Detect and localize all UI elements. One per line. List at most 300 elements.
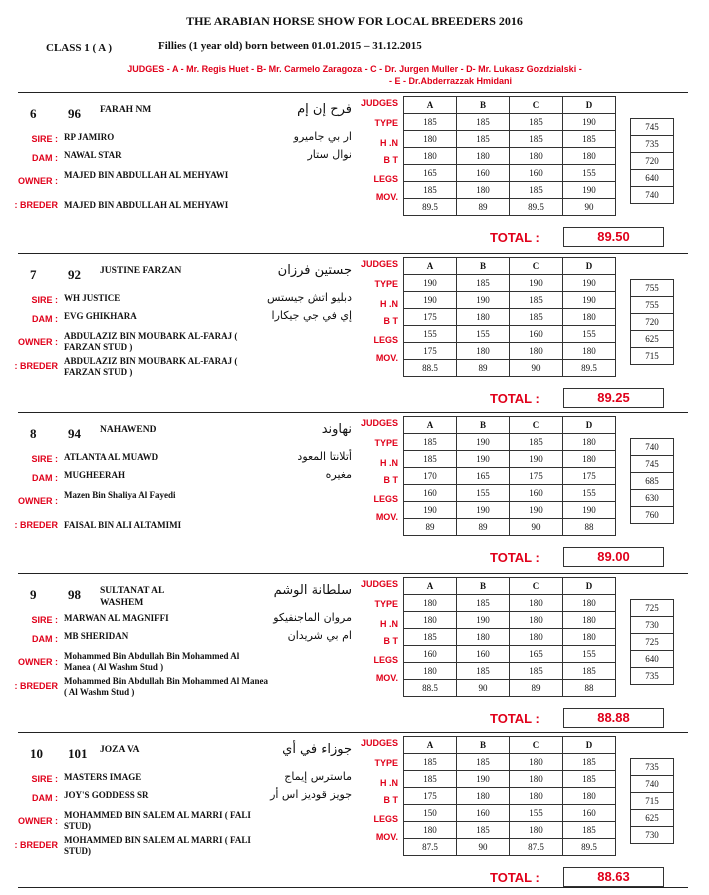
judge-column-header: D	[563, 258, 616, 275]
judge-sum-cell: 88	[563, 519, 616, 536]
score-cell: 160	[457, 165, 510, 182]
score-cell: 155	[563, 326, 616, 343]
score-cell: 185	[510, 309, 563, 326]
row-total-cell: 745	[631, 456, 674, 473]
score-cell: 180	[510, 148, 563, 165]
entry-divider	[18, 412, 688, 413]
score-cell: 160	[404, 485, 457, 502]
score-table	[403, 577, 616, 697]
row-total-cell: 755	[631, 297, 674, 314]
entry-number: 96	[68, 106, 81, 121]
sire-value: RP JAMIRO	[64, 132, 115, 142]
dam-label: DAM :	[32, 473, 58, 483]
judge-column-header: C	[510, 97, 563, 114]
entry-divider	[18, 92, 688, 93]
score-cell: 190	[563, 502, 616, 519]
judges-line-continued: - E - Dr.Abderrazzak Hmidani	[388, 76, 513, 86]
total-label: TOTAL :	[490, 711, 540, 726]
dam-value: NAWAL STAR	[64, 150, 122, 160]
score-cell: 160	[510, 326, 563, 343]
score-label-hn: H .N	[380, 299, 398, 309]
score-label-hn: H .N	[380, 458, 398, 468]
row-total-cell: 735	[631, 668, 674, 685]
judge-column-header: B	[457, 578, 510, 595]
total-score: 89.50	[563, 227, 664, 247]
score-cell: 180	[510, 612, 563, 629]
score-cell: 190	[563, 292, 616, 309]
score-label-type: TYPE	[374, 599, 398, 609]
score-cell: 180	[563, 434, 616, 451]
score-label-legs: LEGS	[373, 655, 398, 665]
score-label-legs: LEGS	[373, 494, 398, 504]
sire-arabic: أتلانتا المعود	[297, 450, 352, 463]
owner-label: OWNER :	[18, 176, 58, 186]
dam-value: JOY'S GODDESS SR	[64, 790, 149, 800]
row-total-cell: 740	[631, 187, 674, 204]
score-cell: 180	[457, 343, 510, 360]
judge-column-header: A	[404, 258, 457, 275]
horse-entry	[0, 253, 709, 413]
score-cell: 185	[457, 275, 510, 292]
judge-column-header: D	[563, 417, 616, 434]
score-cell: 180	[510, 822, 563, 839]
score-cell: 190	[457, 771, 510, 788]
judge-sum-cell: 90	[457, 680, 510, 697]
breeder-value: Mohammed Bin Abdullah Bin Mohammed Al Manea ( Al Washm Stud )	[64, 676, 269, 697]
score-cell: 180	[563, 629, 616, 646]
score-cell: 185	[404, 629, 457, 646]
score-cell: 185	[563, 131, 616, 148]
judge-sum-cell: 87.5	[510, 839, 563, 856]
horse-name: JUSTINE FARZAN	[100, 266, 182, 276]
score-cell: 155	[563, 485, 616, 502]
total-score: 88.63	[563, 867, 664, 887]
score-cell: 160	[457, 646, 510, 663]
row-total-cell: 755	[631, 280, 674, 297]
row-total-cell: 725	[631, 634, 674, 651]
score-cell: 170	[404, 468, 457, 485]
horse-name: FARAH NM	[100, 105, 152, 115]
score-cell: 190	[510, 502, 563, 519]
judge-column-header: B	[457, 258, 510, 275]
score-label-legs: LEGS	[373, 174, 398, 184]
score-cell: 180	[563, 309, 616, 326]
judge-sum-cell: 89	[510, 680, 563, 697]
score-label-hn: H .N	[380, 778, 398, 788]
score-cell: 175	[404, 788, 457, 805]
sire-label: SIRE :	[31, 134, 58, 144]
score-label-judges: JUDGES	[360, 418, 398, 428]
score-cell: 180	[510, 754, 563, 771]
score-cell: 190	[563, 182, 616, 199]
horse-name-arabic: جوزاء في أي	[282, 742, 352, 757]
breeder-value: FAISAL BIN ALI ALTAMIMI	[64, 520, 182, 530]
score-cell: 185	[563, 822, 616, 839]
owner-label: OWNER :	[18, 337, 58, 347]
score-cell: 185	[404, 754, 457, 771]
score-cell: 180	[510, 595, 563, 612]
score-label-judges: JUDGES	[360, 259, 398, 269]
entry-number: 101	[68, 746, 88, 761]
score-label-mov: MOV.	[375, 192, 398, 202]
judge-sum-cell: 89.5	[510, 199, 563, 216]
row-total-cell: 730	[631, 617, 674, 634]
class-description: Fillies (1 year old) born between 01.01.2015 – 31.12.2015	[158, 40, 422, 52]
score-cell: 190	[457, 292, 510, 309]
row-total-cell: 760	[631, 507, 674, 524]
score-cell: 190	[563, 114, 616, 131]
owner-label: OWNER :	[18, 657, 58, 667]
judge-sum-cell: 89.5	[563, 839, 616, 856]
judge-column-header: D	[563, 578, 616, 595]
dam-value: MUGHEERAH	[64, 470, 126, 480]
score-label-bt: B T	[383, 155, 398, 165]
row-total-cell: 720	[631, 153, 674, 170]
row-totals-table	[630, 279, 674, 365]
score-cell: 185	[563, 663, 616, 680]
score-cell: 180	[404, 595, 457, 612]
row-total-cell: 630	[631, 490, 674, 507]
total-label: TOTAL :	[490, 391, 540, 406]
dam-label: DAM :	[32, 314, 58, 324]
owner-value: MOHAMMED BIN SALEM AL MARRI ( FALI STUD)	[64, 810, 251, 831]
score-cell: 180	[404, 131, 457, 148]
row-total-cell: 640	[631, 651, 674, 668]
score-cell: 190	[404, 292, 457, 309]
entry-position: 7	[30, 267, 37, 282]
row-total-cell: 715	[631, 793, 674, 810]
breeder-label: BREDER :	[14, 840, 58, 850]
score-cell: 185	[404, 182, 457, 199]
score-cell: 180	[563, 451, 616, 468]
score-label-legs: LEGS	[373, 335, 398, 345]
horse-entry	[0, 732, 709, 892]
score-cell: 160	[510, 165, 563, 182]
judge-sum-cell: 89.5	[563, 360, 616, 377]
breeder-value: ABDULAZIZ BIN MOUBARK AL-FARAJ ( FARZAN STUD )	[64, 356, 238, 377]
score-cell: 160	[510, 485, 563, 502]
judge-column-header: B	[457, 97, 510, 114]
judge-sum-cell: 89	[404, 519, 457, 536]
total-label: TOTAL :	[490, 230, 540, 245]
score-cell: 155	[563, 165, 616, 182]
score-cell: 185	[404, 434, 457, 451]
score-cell: 180	[510, 771, 563, 788]
sire-label: SIRE :	[31, 615, 58, 625]
dam-label: DAM :	[32, 153, 58, 163]
score-cell: 155	[563, 646, 616, 663]
total-label: TOTAL :	[490, 550, 540, 565]
owner-value: ABDULAZIZ BIN MOUBARK AL-FARAJ ( FARZAN STUD )	[64, 331, 238, 352]
score-cell: 180	[404, 822, 457, 839]
score-cell: 180	[563, 343, 616, 360]
sire-label: SIRE :	[31, 774, 58, 784]
row-total-cell: 720	[631, 314, 674, 331]
judges-line: JUDGES - A - Mr. Regis Huet - B- Mr. Carmelo Zaragoza - C - Dr. Jurgen Muller - D- Mr. Lukasz Gozdzialski -	[127, 64, 582, 74]
owner-value: Mohammed Bin Abdullah Bin Mohammed Al Manea ( Al Washm Stud )	[64, 651, 240, 672]
score-cell: 190	[510, 275, 563, 292]
score-cell: 150	[404, 805, 457, 822]
score-cell: 180	[457, 629, 510, 646]
score-label-type: TYPE	[374, 118, 398, 128]
score-cell: 175	[404, 343, 457, 360]
judge-sum-cell: 89	[457, 360, 510, 377]
score-table	[403, 736, 616, 856]
score-cell: 185	[457, 754, 510, 771]
judge-column-header: D	[563, 97, 616, 114]
owner-label: OWNER :	[18, 496, 58, 506]
row-totals-table	[630, 758, 674, 844]
horse-name-arabic: فرح إن إم	[297, 102, 352, 117]
score-cell: 185	[404, 114, 457, 131]
judge-sum-cell: 88	[563, 680, 616, 697]
horse-name: JOZA VA	[100, 745, 140, 755]
sire-value: MASTERS IMAGE	[64, 772, 142, 782]
row-totals-table	[630, 438, 674, 524]
score-cell: 185	[404, 771, 457, 788]
row-total-cell: 625	[631, 331, 674, 348]
breeder-value: MAJED BIN ABDULLAH AL MEHYAWI	[64, 200, 229, 210]
dam-arabic: جويز قوديز اس أر	[270, 788, 352, 801]
score-cell: 190	[457, 434, 510, 451]
score-table	[403, 416, 616, 536]
judge-column-header: D	[563, 737, 616, 754]
dam-arabic: مغيره	[325, 468, 352, 481]
score-cell: 185	[457, 114, 510, 131]
total-label: TOTAL :	[490, 870, 540, 885]
score-label-bt: B T	[383, 475, 398, 485]
sire-arabic: مروان الماجنفيكو	[273, 611, 352, 624]
horse-name-arabic: سلطانة الوشم	[273, 583, 352, 598]
score-label-type: TYPE	[374, 438, 398, 448]
total-score: 89.25	[563, 388, 664, 408]
score-table	[403, 257, 616, 377]
dam-value: MB SHERIDAN	[64, 631, 129, 641]
owner-label: OWNER :	[18, 816, 58, 826]
score-cell: 180	[563, 148, 616, 165]
entry-number: 98	[68, 587, 81, 602]
score-cell: 180	[510, 343, 563, 360]
score-cell: 180	[457, 148, 510, 165]
score-cell: 185	[457, 595, 510, 612]
total-score: 88.88	[563, 708, 664, 728]
horse-name-arabic: جستين فرزان	[277, 263, 352, 278]
score-label-type: TYPE	[374, 279, 398, 289]
score-cell: 165	[510, 646, 563, 663]
score-cell: 185	[457, 131, 510, 148]
judge-sum-cell: 89.5	[404, 199, 457, 216]
judge-sum-cell: 88.5	[404, 680, 457, 697]
score-cell: 180	[510, 788, 563, 805]
breeder-label: BREDER :	[14, 520, 58, 530]
page-title: THE ARABIAN HORSE SHOW FOR LOCAL BREEDERS 2016	[186, 14, 523, 28]
sire-label: SIRE :	[31, 454, 58, 464]
score-label-mov: MOV.	[375, 512, 398, 522]
score-cell: 190	[457, 451, 510, 468]
score-cell: 155	[457, 326, 510, 343]
row-total-cell: 735	[631, 136, 674, 153]
score-cell: 185	[510, 434, 563, 451]
judge-column-header: A	[404, 97, 457, 114]
entry-number: 92	[68, 267, 81, 282]
entry-position: 8	[30, 426, 37, 441]
entry-divider	[18, 732, 688, 733]
owner-value: Mazen Bin Shaliya Al Fayedi	[64, 490, 176, 500]
score-cell: 180	[510, 629, 563, 646]
judge-sum-cell: 90	[457, 839, 510, 856]
score-cell: 190	[457, 502, 510, 519]
score-cell: 180	[563, 788, 616, 805]
horse-entry	[0, 573, 709, 733]
row-total-cell: 715	[631, 348, 674, 365]
entry-divider	[18, 253, 688, 254]
score-label-hn: H .N	[380, 619, 398, 629]
score-cell: 175	[563, 468, 616, 485]
score-cell: 180	[457, 788, 510, 805]
score-label-legs: LEGS	[373, 814, 398, 824]
owner-value: MAJED BIN ABDULLAH AL MEHYAWI	[64, 170, 229, 180]
breeder-value: MOHAMMED BIN SALEM AL MARRI ( FALI STUD)	[64, 835, 251, 856]
sire-value: MARWAN AL MAGNIFFI	[64, 613, 169, 623]
dam-value: EVG GHIKHARA	[64, 311, 137, 321]
judge-sum-cell: 88.5	[404, 360, 457, 377]
judge-sum-cell: 89	[457, 199, 510, 216]
score-cell: 190	[563, 275, 616, 292]
score-cell: 175	[404, 309, 457, 326]
score-label-judges: JUDGES	[360, 579, 398, 589]
row-total-cell: 685	[631, 473, 674, 490]
judge-column-header: A	[404, 578, 457, 595]
judge-column-header: B	[457, 737, 510, 754]
class-label: CLASS 1 ( A )	[46, 42, 113, 54]
score-cell: 185	[457, 822, 510, 839]
row-total-cell: 640	[631, 170, 674, 187]
score-label-bt: B T	[383, 636, 398, 646]
sire-arabic: ماسترس إيماج	[284, 770, 352, 783]
score-cell: 185	[457, 663, 510, 680]
row-total-cell: 725	[631, 600, 674, 617]
score-cell: 155	[457, 485, 510, 502]
judge-sum-cell: 89	[457, 519, 510, 536]
score-label-bt: B T	[383, 316, 398, 326]
row-totals-table	[630, 599, 674, 685]
dam-label: DAM :	[32, 634, 58, 644]
dam-arabic: نوال ستار	[307, 148, 352, 161]
judge-column-header: A	[404, 737, 457, 754]
score-cell: 180	[457, 309, 510, 326]
judge-column-header: A	[404, 417, 457, 434]
score-cell: 185	[510, 663, 563, 680]
row-total-cell: 740	[631, 439, 674, 456]
dam-arabic: إي في جي جيكارا	[271, 309, 352, 322]
entry-position: 6	[30, 106, 37, 121]
score-cell: 155	[510, 805, 563, 822]
judge-column-header: C	[510, 417, 563, 434]
dam-label: DAM :	[32, 793, 58, 803]
score-label-judges: JUDGES	[360, 738, 398, 748]
sire-arabic: دبليو اتش جيستس	[266, 291, 352, 304]
score-cell: 180	[563, 612, 616, 629]
score-cell: 180	[404, 612, 457, 629]
score-cell: 180	[404, 663, 457, 680]
score-cell: 185	[404, 451, 457, 468]
score-cell: 185	[510, 292, 563, 309]
score-label-type: TYPE	[374, 758, 398, 768]
score-cell: 185	[510, 182, 563, 199]
breeder-label: BREDER :	[14, 200, 58, 210]
judge-column-header: C	[510, 578, 563, 595]
score-label-mov: MOV.	[375, 673, 398, 683]
judge-sum-cell: 90	[510, 519, 563, 536]
score-cell: 160	[563, 805, 616, 822]
score-table	[403, 96, 616, 216]
horse-entry	[0, 412, 709, 572]
horse-name-arabic: نهاوند	[321, 422, 352, 437]
score-cell: 185	[510, 131, 563, 148]
judge-column-header: B	[457, 417, 510, 434]
entry-number: 94	[68, 426, 81, 441]
score-cell: 175	[510, 468, 563, 485]
score-cell: 155	[404, 326, 457, 343]
score-cell: 190	[510, 451, 563, 468]
sire-value: WH JUSTICE	[64, 293, 121, 303]
sire-arabic: ار بي جاميرو	[293, 130, 352, 143]
judge-sum-cell: 87.5	[404, 839, 457, 856]
score-label-judges: JUDGES	[360, 98, 398, 108]
score-cell: 190	[404, 502, 457, 519]
score-cell: 165	[404, 165, 457, 182]
score-cell: 160	[457, 805, 510, 822]
score-label-hn: H .N	[380, 138, 398, 148]
bottom-divider	[18, 887, 688, 888]
sire-value: ATLANTA AL MUAWD	[64, 452, 159, 462]
dam-arabic: ام بي شريدان	[287, 629, 352, 642]
score-label-mov: MOV.	[375, 353, 398, 363]
breeder-label: BREDER :	[14, 361, 58, 371]
horse-entry	[0, 92, 709, 252]
breeder-label: BREDER :	[14, 681, 58, 691]
horse-name: SULTANAT AL WASHEM	[100, 586, 164, 608]
score-cell: 190	[457, 612, 510, 629]
sire-label: SIRE :	[31, 295, 58, 305]
entry-position: 9	[30, 587, 37, 602]
score-label-bt: B T	[383, 795, 398, 805]
score-cell: 180	[404, 148, 457, 165]
score-cell: 190	[404, 275, 457, 292]
score-cell: 185	[563, 754, 616, 771]
score-label-mov: MOV.	[375, 832, 398, 842]
judge-sum-cell: 90	[510, 360, 563, 377]
score-cell: 165	[457, 468, 510, 485]
score-cell: 180	[563, 595, 616, 612]
score-cell: 180	[457, 182, 510, 199]
score-cell: 160	[404, 646, 457, 663]
row-total-cell: 745	[631, 119, 674, 136]
row-total-cell: 735	[631, 759, 674, 776]
entry-divider	[18, 573, 688, 574]
score-cell: 185	[510, 114, 563, 131]
row-total-cell: 730	[631, 827, 674, 844]
score-cell: 185	[563, 771, 616, 788]
judge-column-header: C	[510, 258, 563, 275]
row-totals-table	[630, 118, 674, 204]
entry-position: 10	[30, 746, 43, 761]
horse-name: NAHAWEND	[100, 425, 157, 435]
judge-sum-cell: 90	[563, 199, 616, 216]
row-total-cell: 625	[631, 810, 674, 827]
judge-column-header: C	[510, 737, 563, 754]
row-total-cell: 740	[631, 776, 674, 793]
